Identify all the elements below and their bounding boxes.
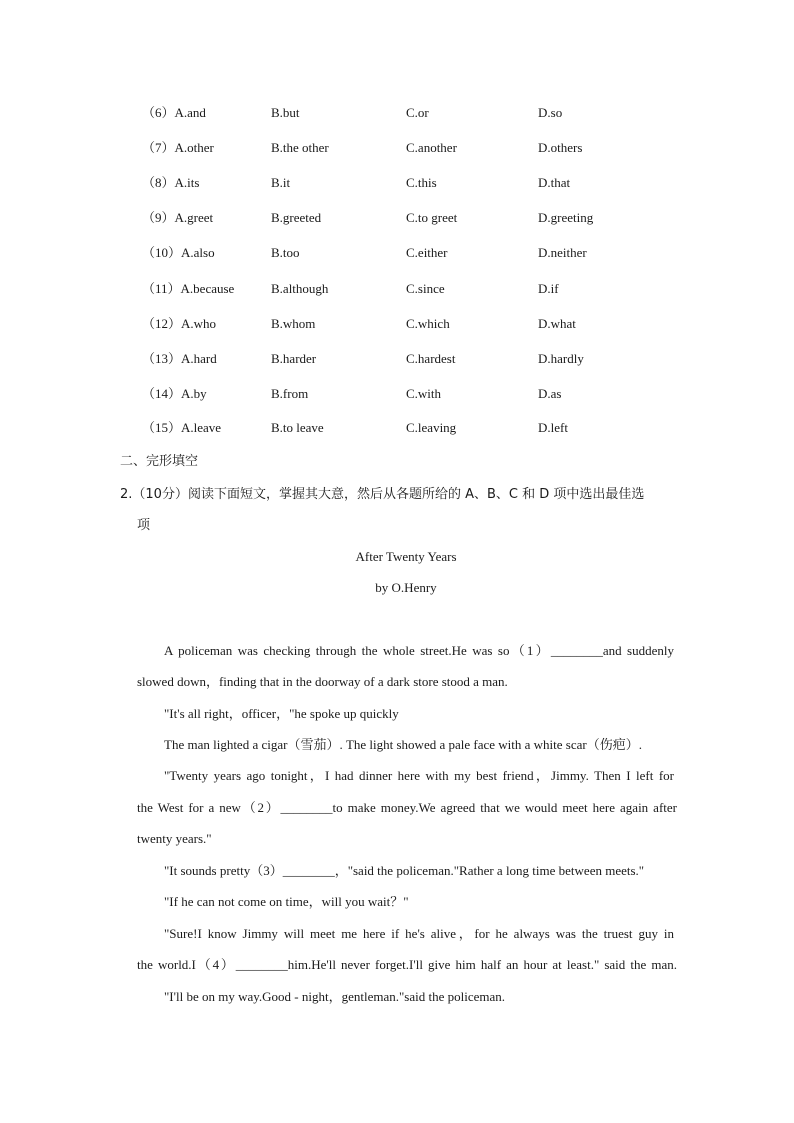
option-b: B.whom bbox=[271, 316, 316, 331]
option-row-13 bbox=[142, 349, 702, 369]
option-a: （10）A.also bbox=[142, 245, 215, 260]
option-b: B.greeted bbox=[271, 210, 322, 225]
option-c: C.leaving bbox=[406, 420, 457, 435]
option-c: C.this bbox=[406, 175, 437, 190]
option-row-12 bbox=[142, 314, 702, 334]
question-instruction-continued: 项 bbox=[137, 518, 151, 533]
passage-line: The man lighted a cigar（雪茄）. The light showed a pale face with a white scar（伤疤）. bbox=[164, 737, 642, 752]
passage-line: "Sure!I know Jimmy will meet me here if he's alive，for he always was the truest guy in bbox=[164, 926, 674, 941]
option-d: D.others bbox=[538, 140, 583, 155]
option-a: （13）A.hard bbox=[142, 351, 217, 366]
option-d: D.hardly bbox=[538, 351, 584, 366]
option-b: B.harder bbox=[271, 351, 317, 366]
option-row-15 bbox=[142, 418, 702, 438]
option-b: B.the other bbox=[271, 140, 329, 155]
option-a: （14）A.by bbox=[142, 386, 207, 401]
option-b: B.from bbox=[271, 386, 309, 401]
passage-line: "I'll be on my way.Good - night，gentleman."said the policeman. bbox=[164, 989, 506, 1004]
option-a: （7）A.other bbox=[142, 140, 214, 155]
option-b: B.to leave bbox=[271, 420, 324, 435]
option-d: D.greeting bbox=[538, 210, 594, 225]
option-row-8 bbox=[142, 173, 702, 193]
option-a: （8）A.its bbox=[142, 175, 200, 190]
passage-line: "If he can not come on time，will you wait？" bbox=[164, 894, 409, 909]
passage-line: slowed down，finding that in the doorway of a dark store stood a man. bbox=[137, 674, 508, 689]
option-c: C.to greet bbox=[406, 210, 458, 225]
option-a: （9）A.greet bbox=[142, 210, 214, 225]
option-d: D.that bbox=[538, 175, 571, 190]
option-d: D.left bbox=[538, 420, 568, 435]
passage-line: the world.I（4）________him.He'll never forget.I'll give him half an hour at least." said the man. bbox=[137, 957, 677, 972]
passage-title: After Twenty Years bbox=[355, 549, 457, 564]
section-heading: 二、完形填空 bbox=[120, 454, 199, 469]
option-row-10 bbox=[142, 243, 702, 263]
option-row-6 bbox=[142, 103, 702, 123]
option-d: D.what bbox=[538, 316, 576, 331]
question-instruction: 2.（10分）阅读下面短文，掌握其大意，然后从各题所给的 A、B、C 和 D 项中选出最佳选 bbox=[120, 487, 645, 502]
option-d: D.so bbox=[538, 105, 563, 120]
option-a: （6）A.and bbox=[142, 105, 206, 120]
option-c: C.which bbox=[406, 316, 450, 331]
option-d: D.neither bbox=[538, 245, 587, 260]
passage-line: "It sounds pretty（3）________，"said the policeman."Rather a long time between meets." bbox=[164, 863, 645, 878]
option-c: C.or bbox=[406, 105, 429, 120]
option-c: C.since bbox=[406, 281, 445, 296]
option-row-9 bbox=[142, 208, 702, 228]
passage-author: by O.Henry bbox=[375, 580, 437, 595]
option-c: C.either bbox=[406, 245, 448, 260]
passage-line: "Twenty years ago tonight，I had dinner here with my best friend，Jimmy. Then I left for bbox=[164, 768, 674, 783]
option-c: C.hardest bbox=[406, 351, 456, 366]
option-b: B.although bbox=[271, 281, 329, 296]
option-c: C.with bbox=[406, 386, 442, 401]
option-row-11 bbox=[142, 279, 702, 299]
option-d: D.if bbox=[538, 281, 559, 296]
option-c: C.another bbox=[406, 140, 457, 155]
option-b: B.but bbox=[271, 105, 300, 120]
option-b: B.it bbox=[271, 175, 291, 190]
option-a: （15）A.leave bbox=[142, 420, 222, 435]
option-a: （11）A.because bbox=[142, 281, 235, 296]
option-row-7 bbox=[142, 138, 702, 158]
passage-line: the West for a new（2）________to make money.We agreed that we would meet here again after bbox=[137, 800, 677, 815]
option-d: D.as bbox=[538, 386, 562, 401]
passage-line: A policeman was checking through the whole street.He was so（1）________and suddenly bbox=[164, 643, 674, 658]
option-b: B.too bbox=[271, 245, 300, 260]
option-row-14 bbox=[142, 384, 702, 404]
option-a: （12）A.who bbox=[142, 316, 217, 331]
passage-line: twenty years." bbox=[137, 831, 212, 846]
passage-line: "It's all right，officer，"he spoke up quickly bbox=[164, 706, 399, 721]
